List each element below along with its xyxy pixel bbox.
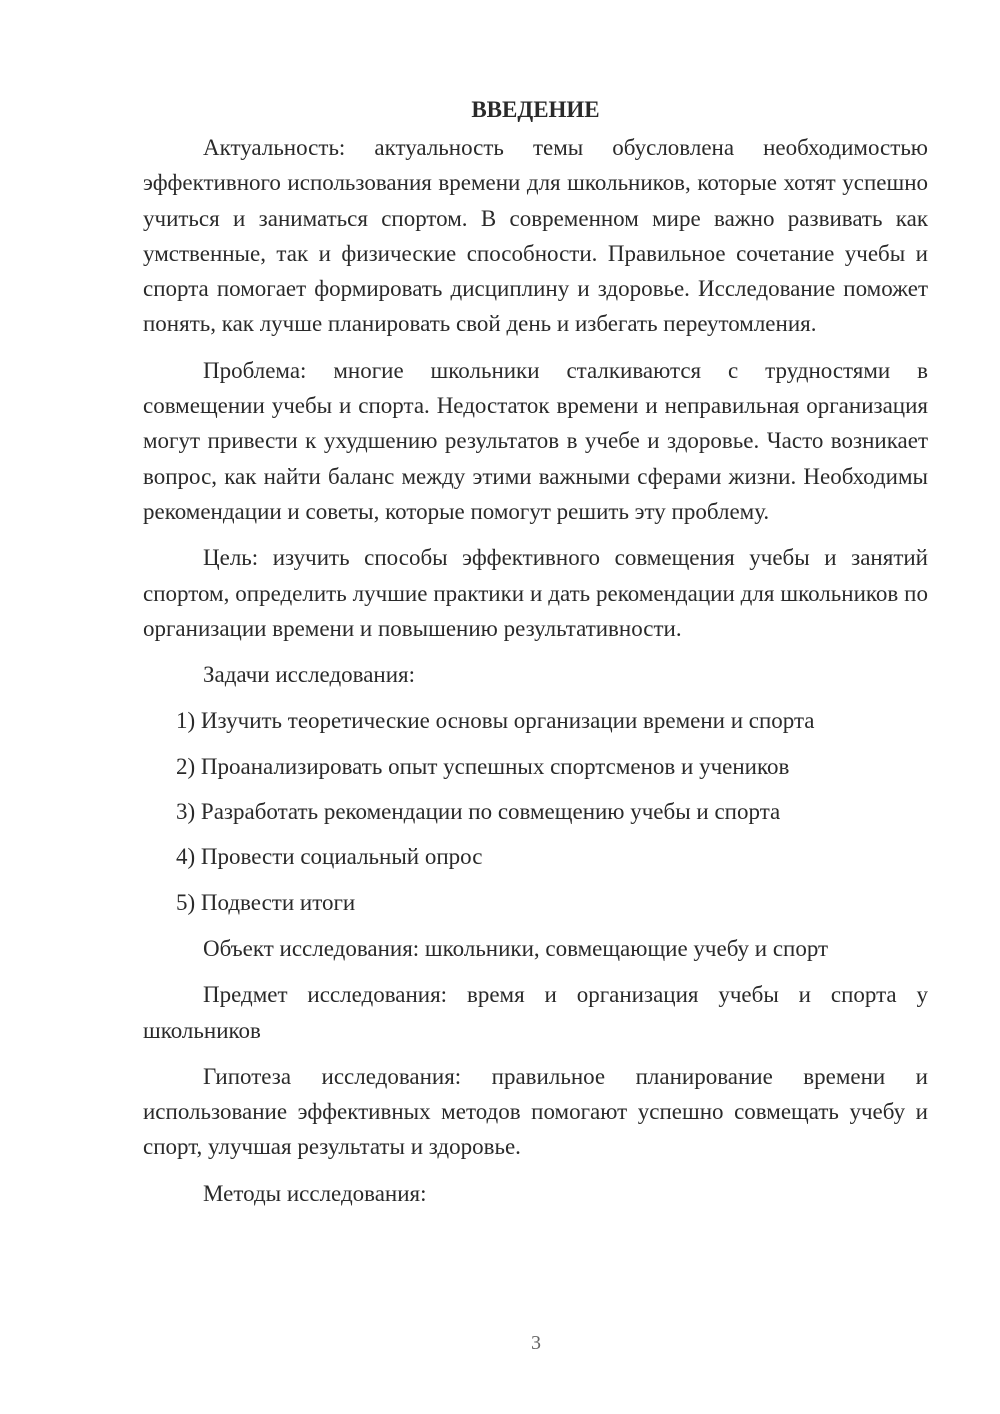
task-item: 4) Провести социальный опрос [176,844,483,870]
task-item: 1) Изучить теоретические основы организации времени и спорта [176,708,815,734]
problem-paragraph: Проблема: многие школьники сталкиваются с трудностями в совмещении учебы и спорта. Недостаток времени и неправильная организация могут привести к ухудшению результатов в учебе и здоровье. Часто возникает вопрос, как найти баланс между этими важными сферами жизни. Необходимы рекомендации и советы, которые помогут решить эту проблему. [143,357,928,524]
task-item: 3) Разработать рекомендации по совмещению учебы и спорта [176,799,781,825]
tasks-list [143,703,928,919]
tasks-heading: Задачи исследования: [203,662,416,688]
subject-paragraph: Предмет исследования: время и организация учебы и спорта у школьников [143,982,928,1043]
goal-paragraph: Цель: изучить способы эффективного совмещения учебы и занятий спортом, определить лучшие практики и дать рекомендации для школьников по организации времени и повышению результативности. [143,545,928,641]
document-page [143,92,928,1222]
relevance-paragraph: Актуальность: актуальность темы обусловлена необходимостью эффективного использования времени для школьников, которые хотят успешно учиться и заниматься спортом. В современном мире важно развивать как умственные, так и физические способности. Правильное сочетание учебы и спорта помогает формировать дисциплину и здоровье. Исследование поможет понять, как лучше планировать свой день и избегать переутомления. [143,135,928,337]
task-item: 2) Проанализировать опыт успешных спортсменов и учеников [176,753,790,779]
hypothesis-paragraph: Гипотеза исследования: правильное планирование времени и использование эффективных методов помогают успешно совмещать учебу и спорт, улучшая результаты и здоровье. [143,1063,928,1160]
object-paragraph: Объект исследования: школьники, совмещающие учебу и спорт [203,935,829,961]
task-item: 5) Подвести итоги [176,889,356,915]
page-number: 3 [531,1332,541,1354]
section-title: ВВЕДЕНИЕ [471,97,600,122]
methods-heading: Методы исследования: [203,1180,427,1206]
